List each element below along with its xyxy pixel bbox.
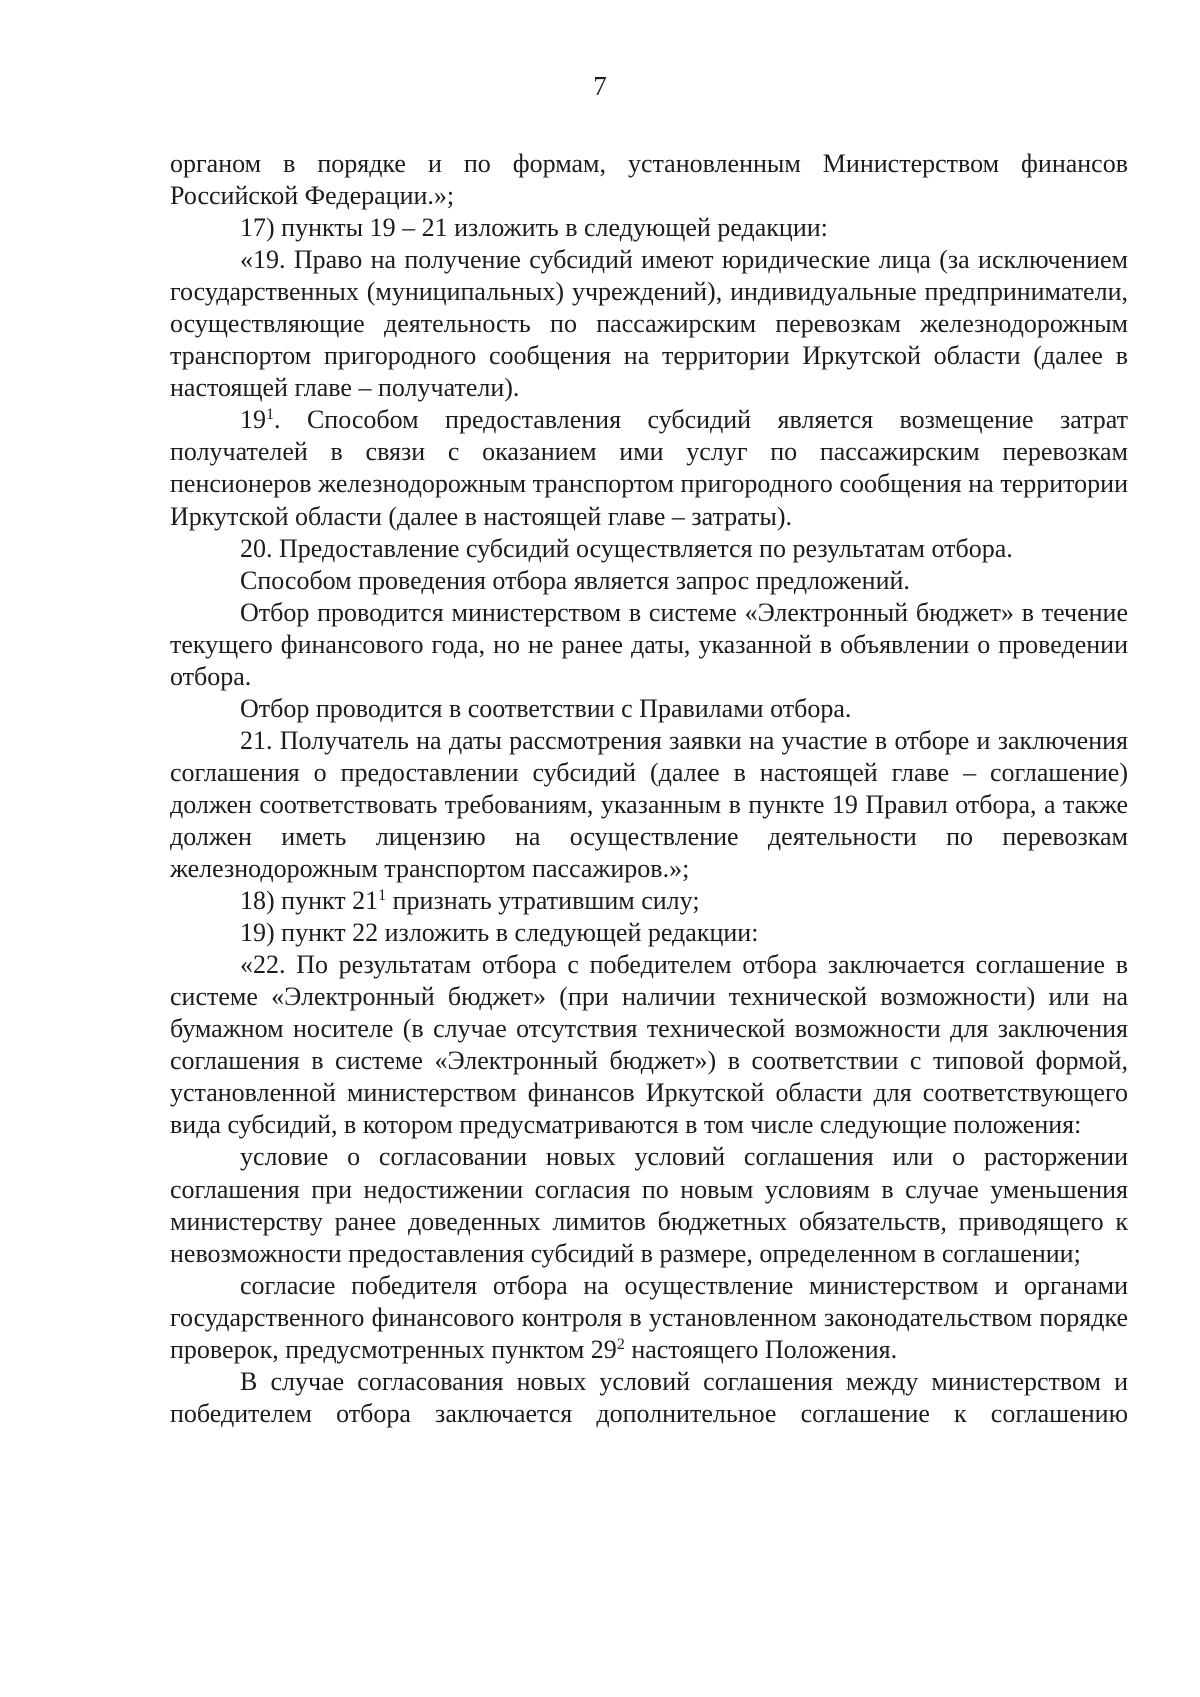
paragraph-text: Способом проведения отбора является запрос предложений. xyxy=(240,565,910,595)
paragraph-text: условие о согласовании новых условий соглашения или о расторжении соглашения при недостижении согласия по новым условиям в случае уменьшения министерству ранее доведенных лимитов бюджетных обязательств, приводящего к невозможности предоставления субсидий в размере, определенном в соглашении; xyxy=(170,1142,1128,1268)
paragraph xyxy=(170,148,1128,212)
paragraph-text: «19. Право на получение субсидий имеют юридические лица (за исключением государственных (муниципальных) учреждений), индивидуальные предприниматели, осуществляющие деятельность по пассажирским перевозкам железнодорожным транспортом пригородного сообщения на территории Иркутской области (далее в настоящей главе – получатели). xyxy=(170,245,1128,403)
paragraph-text: настоящего Положения. xyxy=(624,1334,898,1364)
paragraph-text: органом в порядке и по формам, установленным Министерством финансов Российской Федерации.»; xyxy=(170,149,1128,211)
paragraph xyxy=(170,1366,1128,1430)
paragraph-text: «22. По результатам отбора с победителем отбора заключается соглашение в системе «Электронный бюджет» (при наличии технической возможности) или на бумажном носителе (в случае отсутствия технической возможности для заключения соглашения в системе «Электронный бюджет») в соответствии с типовой формой, установленной министерством финансов Иркутской области для соответствующего вида субсидий, в котором предусматриваются в том числе следующие положения: xyxy=(170,950,1128,1140)
paragraph-text: Отбор проводится в соответствии с Правилами отбора. xyxy=(240,693,852,723)
paragraph xyxy=(170,565,1128,597)
paragraph-text: Отбор проводится министерством в системе «Электронный бюджет» в течение текущего финансового года, но не ранее даты, указанной в объявлении о проведении отбора. xyxy=(170,597,1128,691)
paragraph xyxy=(170,212,1128,244)
page-number: 7 xyxy=(593,71,607,101)
paragraph xyxy=(170,1141,1128,1269)
paragraph-lead-text: согласие победителя отбора на осуществление министерством и органами государственного финансового контроля в установленном законодательством порядке проверок, предусмотренных пунктом 29 xyxy=(170,1270,1128,1364)
paragraph-text: признать утратившим силу; xyxy=(386,886,700,916)
paragraph xyxy=(170,244,1128,404)
paragraph-lead-text: 18) пункт 21 xyxy=(240,886,379,916)
superscript-index: 1 xyxy=(378,887,387,905)
paragraph-text: . Способом предоставления субсидий является возмещение затрат получателей в связи с оказанием ими услуг по пассажирским перевозкам пенсионеров железнодорожным транспортом пригородного сообщения на территории Иркутской области (далее в настоящей главе – затраты). xyxy=(170,405,1128,531)
paragraph-text: 17) пункты 19 – 21 изложить в следующей редакции: xyxy=(240,213,828,243)
paragraph-text: 19) пункт 22 изложить в следующей редакции: xyxy=(240,918,759,948)
document-body xyxy=(170,148,1128,1430)
paragraph xyxy=(170,949,1128,1141)
paragraph xyxy=(170,533,1128,565)
paragraph xyxy=(170,885,1128,917)
paragraph xyxy=(170,597,1128,693)
paragraph xyxy=(170,1270,1128,1366)
paragraph xyxy=(170,404,1128,532)
paragraph xyxy=(170,917,1128,949)
paragraph-lead-text: 19 xyxy=(240,405,266,435)
paragraph xyxy=(170,725,1128,885)
paragraph-text: 21. Получатель на даты рассмотрения заявки на участие в отборе и заключения соглашения о предоставлении субсидий (далее в настоящей главе – соглашение) должен соответствовать требованиям, указанным в пункте 19 Правил отбора, а также должен иметь лицензию на осуществление деятельности по перевозкам железнодорожным транспортом пассажиров.»; xyxy=(170,725,1128,884)
superscript-index: 1 xyxy=(266,406,274,424)
paragraph-text: 20. Предоставление субсидий осуществляется по результатам отбора. xyxy=(240,533,1013,563)
superscript-index: 2 xyxy=(616,1335,625,1353)
paragraph xyxy=(170,693,1128,725)
paragraph-text: В случае согласования новых условий соглашения между министерством и победителем отбора заключается дополнительное соглашение к соглашению xyxy=(170,1366,1128,1428)
